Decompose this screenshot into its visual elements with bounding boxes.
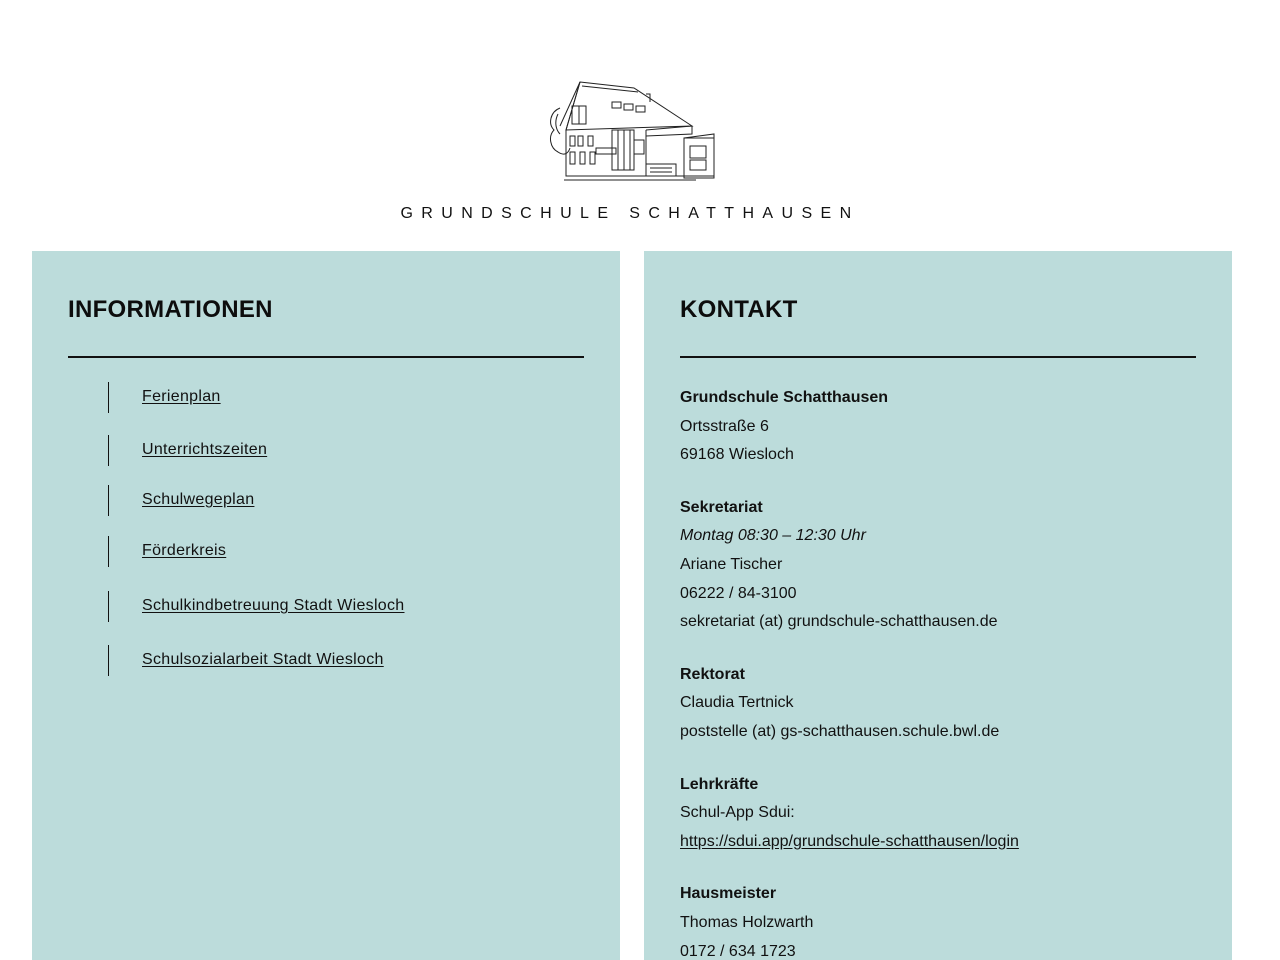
list-item [108, 485, 568, 516]
sekretariat-hours: Montag 08:30 – 12:30 Uhr [680, 527, 866, 545]
rektorat-title: Rektorat [680, 665, 745, 683]
hausmeister-person: Thomas Holzwarth [680, 913, 814, 931]
link-schulsozialarbeit[interactable]: Schulsozialarbeit Stadt Wiesloch [142, 651, 384, 668]
list-item [108, 591, 568, 622]
hausmeister-title: Hausmeister [680, 885, 777, 903]
sekretariat-phone: 06222 / 84-3100 [680, 584, 797, 602]
school-name: Grundschule Schatthausen [680, 389, 889, 406]
lehrkraefte-title: Lehrkräfte [680, 775, 759, 793]
informationen-heading: INFORMATIONEN [68, 296, 273, 323]
school-street: Ortsstraße 6 [680, 417, 769, 435]
kontakt-heading: KONTAKT [680, 296, 798, 323]
hausmeister-phone: 0172 / 634 1723 [680, 942, 796, 960]
lehrkraefte-app-label: Schul-App Sdui: [680, 804, 795, 822]
link-schulwegeplan[interactable]: Schulwegeplan [142, 491, 255, 508]
list-item [108, 435, 568, 466]
school-building-sketch-icon [546, 78, 718, 184]
rektorat-email: poststelle (at) gs-schatthausen.schule.bwl.de [680, 722, 1000, 740]
contact-details [680, 384, 1200, 960]
list-item [108, 536, 568, 567]
kontakt-panel [644, 251, 1232, 960]
sekretariat-person: Ariane Tischer [680, 555, 783, 573]
list-item [108, 645, 568, 676]
kontakt-divider [680, 356, 1196, 358]
list-item [108, 382, 568, 413]
sekretariat-email: sekretariat (at) grundschule-schatthausen.de [680, 613, 998, 631]
link-schulkindbetreuung[interactable]: Schulkindbetreuung Stadt Wiesloch [142, 597, 405, 614]
link-unterrichtszeiten[interactable]: Unterrichtszeiten [142, 441, 268, 458]
site-title: GRUNDSCHULE SCHATTHAUSEN [400, 205, 860, 222]
sdui-login-link[interactable]: https://sdui.app/grundschule-schatthausen/login [680, 832, 1019, 850]
school-city: 69168 Wiesloch [680, 446, 794, 464]
link-ferienplan[interactable]: Ferienplan [142, 388, 221, 405]
sekretariat-title: Sekretariat [680, 498, 763, 516]
school-logo[interactable] [546, 78, 718, 184]
informationen-panel [32, 251, 620, 960]
rektorat-person: Claudia Tertnick [680, 694, 794, 712]
link-foerderkreis[interactable]: Förderkreis [142, 542, 227, 559]
informationen-divider [68, 356, 584, 358]
